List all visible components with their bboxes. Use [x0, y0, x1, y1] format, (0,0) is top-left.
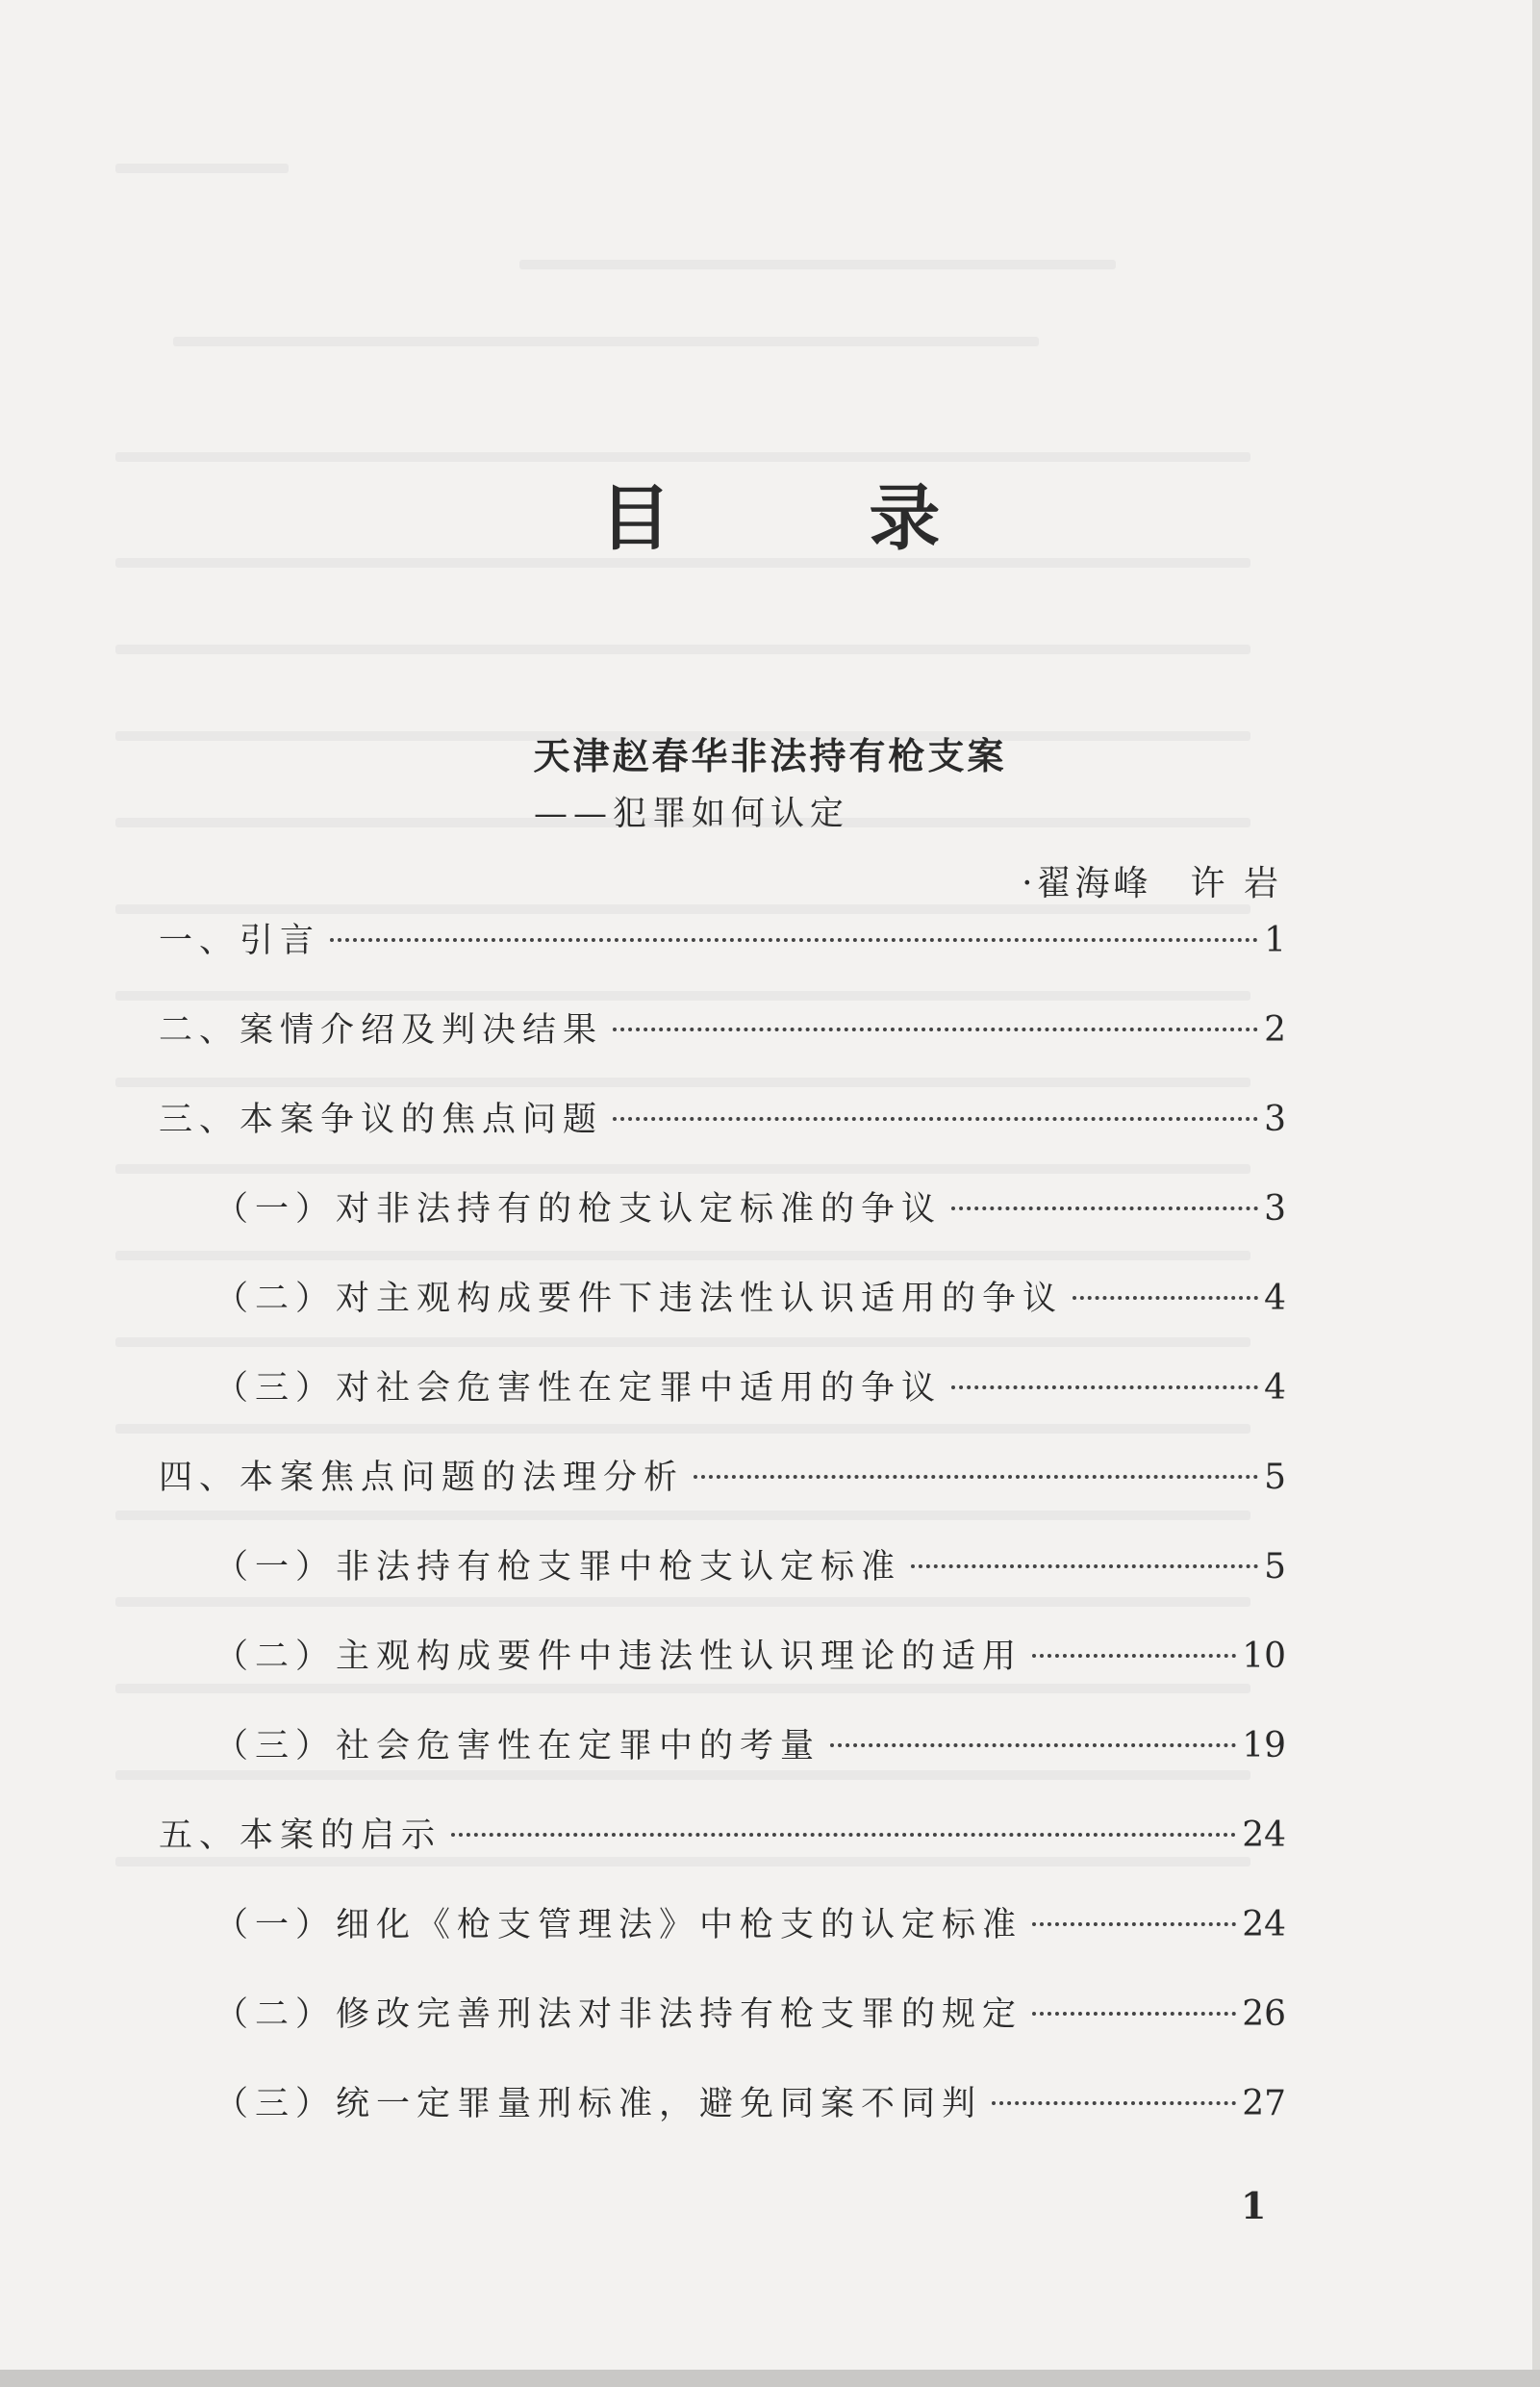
toc-entry-page: 10	[1242, 1637, 1286, 1676]
dot-leader	[1032, 1654, 1236, 1658]
toc-entry-page: 4	[1264, 1279, 1286, 1318]
toc-entry-label: 三、本案争议的焦点问题	[159, 1101, 604, 1139]
dot-leader	[951, 1385, 1258, 1389]
toc-entry[interactable]	[215, 2077, 1286, 2135]
case-subtitle: ——犯罪如何认定	[534, 795, 850, 833]
author-1: 翟海峰	[1036, 864, 1152, 903]
toc-entry[interactable]	[215, 1719, 1286, 1777]
toc-entry-page: 5	[1264, 1547, 1286, 1587]
page-title: 目 录	[599, 477, 1027, 560]
toc-entry-label: （三）社会危害性在定罪中的考量	[215, 1727, 821, 1765]
dot-leader	[830, 1743, 1236, 1747]
toc-entry[interactable]	[159, 1093, 1286, 1151]
toc-entry[interactable]	[159, 1451, 1286, 1509]
toc-entry-page: 24	[1242, 1816, 1286, 1855]
dot-leader	[992, 2101, 1236, 2105]
toc-entry[interactable]	[215, 1272, 1286, 1330]
toc-entry-page: 4	[1264, 1368, 1286, 1408]
author-2: 许 岩	[1190, 864, 1282, 903]
dot-leader	[451, 1833, 1236, 1837]
toc-entry-label: （二）修改完善刑法对非法持有枪支罪的规定	[215, 1995, 1023, 2034]
toc-entry-page: 1	[1264, 921, 1286, 960]
dot-leader	[613, 1117, 1258, 1121]
page-edge-bottom	[0, 2370, 1540, 2387]
toc-entry[interactable]	[215, 1988, 1286, 2045]
page-edge-right	[1532, 0, 1540, 2387]
toc-entry[interactable]	[215, 1540, 1286, 1598]
dot-leader	[694, 1475, 1258, 1479]
toc-entry-label: （二）对主观构成要件下违法性认识适用的争议	[215, 1280, 1064, 1318]
toc-entry-page: 19	[1242, 1726, 1286, 1765]
dot-leader	[1032, 2012, 1236, 2016]
toc-entry-page: 24	[1242, 1905, 1286, 1944]
dot-leader	[1073, 1296, 1258, 1300]
dot-leader	[1032, 1922, 1236, 1926]
toc-entry-page: 27	[1242, 2084, 1286, 2123]
toc-entry-label: 五、本案的启示	[159, 1816, 442, 1855]
toc-entry[interactable]	[215, 1630, 1286, 1688]
toc-entry-page: 2	[1264, 1010, 1286, 1050]
toc-entry-label: （一）细化《枪支管理法》中枪支的认定标准	[215, 1906, 1023, 1944]
case-title: 天津赵春华非法持有枪支案	[533, 735, 1007, 777]
toc-entry[interactable]	[159, 1003, 1286, 1061]
toc-entry-page: 26	[1242, 1994, 1286, 2034]
toc-entry-label: （三）对社会危害性在定罪中适用的争议	[215, 1369, 943, 1408]
authors	[1022, 856, 1282, 905]
toc-entry[interactable]	[159, 914, 1286, 972]
dot-leader	[613, 1028, 1258, 1031]
toc-entry-label: （二）主观构成要件中违法性认识理论的适用	[215, 1638, 1023, 1676]
toc-entry-page: 5	[1264, 1458, 1286, 1497]
toc-entry-label: 一、引言	[159, 922, 321, 960]
toc-entry[interactable]	[215, 1361, 1286, 1419]
toc-entry-page: 3	[1264, 1100, 1286, 1139]
author-prefix: ·	[1022, 864, 1037, 903]
toc-entry[interactable]	[215, 1898, 1286, 1956]
toc-entry[interactable]	[215, 1182, 1286, 1240]
toc-entry-label: （三）统一定罪量刑标准，避免同案不同判	[215, 2085, 983, 2123]
toc-entry[interactable]	[159, 1809, 1286, 1866]
toc-entry-label: 二、案情介绍及判决结果	[159, 1011, 604, 1050]
dot-leader	[330, 938, 1258, 942]
dot-leader	[951, 1206, 1258, 1210]
toc-entry-label: （一）非法持有枪支罪中枪支认定标准	[215, 1548, 902, 1587]
dot-leader	[911, 1564, 1258, 1568]
page-number: 1	[1241, 2184, 1267, 2227]
toc-entry-page: 3	[1264, 1189, 1286, 1229]
toc-entry-label: 四、本案焦点问题的法理分析	[159, 1459, 685, 1497]
toc-entry-label: （一）对非法持有的枪支认定标准的争议	[215, 1190, 943, 1229]
